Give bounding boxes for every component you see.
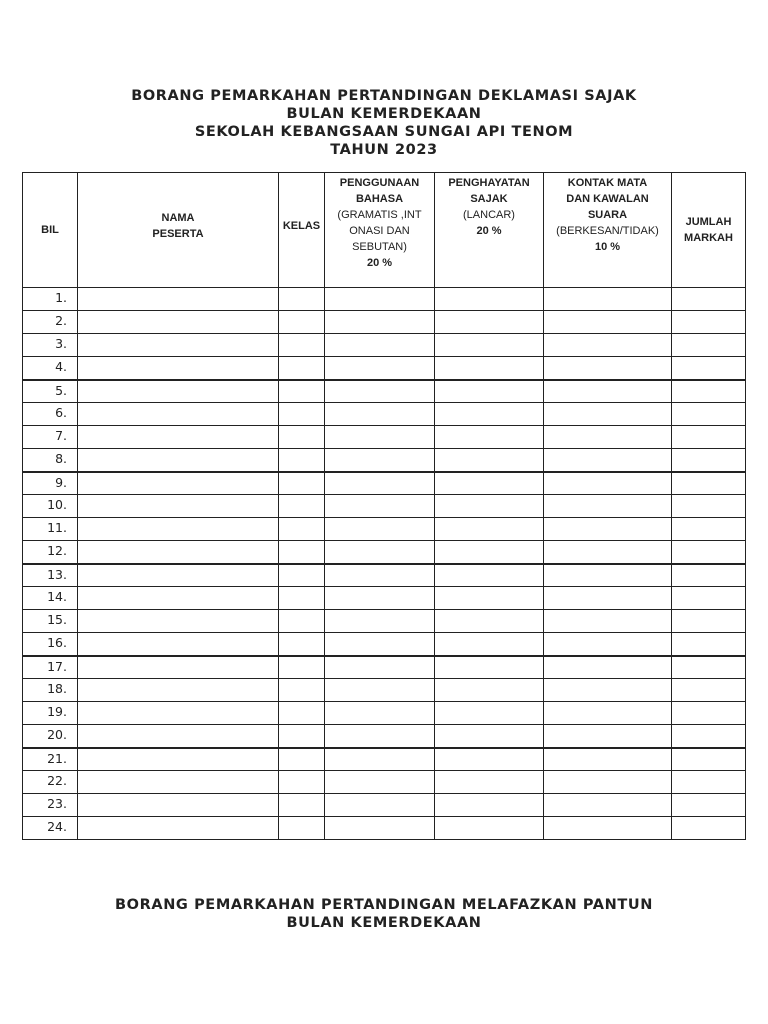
table-row: [23, 288, 746, 311]
header-bil: BIL: [23, 173, 78, 288]
table-header-row: [23, 173, 746, 288]
cell-kontak[interactable]: [544, 403, 672, 426]
cell-kontak[interactable]: [544, 380, 672, 403]
cell-sajak[interactable]: [435, 449, 544, 472]
cell-kelas[interactable]: [279, 702, 325, 725]
cell-sajak[interactable]: [435, 334, 544, 357]
row-number: 5.: [23, 380, 78, 403]
cell-nama[interactable]: [78, 380, 279, 403]
cell-jumlah[interactable]: [672, 403, 746, 426]
cell-kelas[interactable]: [279, 817, 325, 840]
cell-nama[interactable]: [78, 403, 279, 426]
cell-nama[interactable]: [78, 633, 279, 656]
cell-kontak[interactable]: [544, 702, 672, 725]
table-row: [23, 518, 746, 541]
scoring-table: [22, 172, 746, 840]
cell-kontak[interactable]: [544, 495, 672, 518]
table-row: [23, 633, 746, 656]
table-row: [23, 702, 746, 725]
cell-kelas[interactable]: [279, 472, 325, 495]
cell-kontak[interactable]: [544, 748, 672, 771]
cell-kelas[interactable]: [279, 794, 325, 817]
cell-sajak[interactable]: [435, 403, 544, 426]
cell-bahasa[interactable]: [325, 817, 435, 840]
cell-bahasa[interactable]: [325, 426, 435, 449]
row-number: 20.: [23, 725, 78, 748]
cell-nama[interactable]: [78, 702, 279, 725]
cell-nama[interactable]: [78, 449, 279, 472]
cell-bahasa[interactable]: [325, 587, 435, 610]
cell-jumlah[interactable]: [672, 679, 746, 702]
cell-kelas[interactable]: [279, 311, 325, 334]
cell-sajak[interactable]: [435, 472, 544, 495]
cell-bahasa[interactable]: [325, 748, 435, 771]
cell-kontak[interactable]: [544, 472, 672, 495]
form-title-deklamasi-sajak: [0, 87, 768, 159]
row-number: 1.: [23, 288, 78, 311]
cell-kontak[interactable]: [544, 541, 672, 564]
cell-jumlah[interactable]: [672, 288, 746, 311]
cell-nama[interactable]: [78, 518, 279, 541]
cell-bahasa[interactable]: [325, 610, 435, 633]
cell-kelas[interactable]: [279, 288, 325, 311]
table-row: [23, 357, 746, 380]
cell-jumlah[interactable]: [672, 702, 746, 725]
cell-jumlah[interactable]: [672, 518, 746, 541]
cell-jumlah[interactable]: [672, 426, 746, 449]
title-line: BULAN KEMERDEKAAN: [286, 106, 482, 122]
row-number: 4.: [23, 357, 78, 380]
row-number: 12.: [23, 541, 78, 564]
cell-sajak[interactable]: [435, 725, 544, 748]
cell-sajak[interactable]: [435, 748, 544, 771]
cell-jumlah[interactable]: [672, 380, 746, 403]
header-kontak-mata: KONTAK MATA DAN KAWALAN SUARA (BERKESAN/TIDAK) 10 %: [544, 173, 672, 288]
cell-kelas[interactable]: [279, 449, 325, 472]
cell-sajak[interactable]: [435, 495, 544, 518]
header-penghayatan-sajak: PENGHAYATAN SAJAK (LANCAR) 20 %: [435, 173, 544, 288]
title-line: BORANG PEMARKAHAN PERTANDINGAN DEKLAMASI SAJAK: [131, 88, 637, 104]
cell-bahasa[interactable]: [325, 702, 435, 725]
form-title-melafazkan-pantun: [0, 896, 768, 932]
table-row: [23, 334, 746, 357]
cell-kelas[interactable]: [279, 334, 325, 357]
cell-jumlah[interactable]: [672, 794, 746, 817]
cell-kontak[interactable]: [544, 288, 672, 311]
title-line: SEKOLAH KEBANGSAAN SUNGAI API TENOM: [194, 124, 574, 140]
cell-kontak[interactable]: [544, 311, 672, 334]
row-number: 10.: [23, 495, 78, 518]
cell-bahasa[interactable]: [325, 794, 435, 817]
cell-kelas[interactable]: [279, 748, 325, 771]
cell-nama[interactable]: [78, 564, 279, 587]
row-number: 17.: [23, 656, 78, 679]
title-line: BULAN KEMERDEKAAN: [286, 915, 482, 931]
cell-kontak[interactable]: [544, 817, 672, 840]
cell-bahasa[interactable]: [325, 334, 435, 357]
table-body: [23, 288, 746, 840]
cell-kelas[interactable]: [279, 357, 325, 380]
cell-sajak[interactable]: [435, 794, 544, 817]
cell-bahasa[interactable]: [325, 288, 435, 311]
row-number: 18.: [23, 679, 78, 702]
cell-kelas[interactable]: [279, 426, 325, 449]
cell-nama[interactable]: [78, 311, 279, 334]
cell-bahasa[interactable]: [325, 564, 435, 587]
table-row: [23, 794, 746, 817]
table-row: [23, 748, 746, 771]
cell-jumlah[interactable]: [672, 541, 746, 564]
row-number: 2.: [23, 311, 78, 334]
cell-jumlah[interactable]: [672, 817, 746, 840]
cell-kelas[interactable]: [279, 564, 325, 587]
table-row: [23, 817, 746, 840]
header-nama-peserta: NAMA PESERTA: [78, 173, 279, 288]
row-number: 3.: [23, 334, 78, 357]
cell-bahasa[interactable]: [325, 380, 435, 403]
cell-kelas[interactable]: [279, 633, 325, 656]
cell-jumlah[interactable]: [672, 334, 746, 357]
cell-nama[interactable]: [78, 610, 279, 633]
cell-nama[interactable]: [78, 288, 279, 311]
cell-kontak[interactable]: [544, 771, 672, 794]
table-row: [23, 541, 746, 564]
cell-bahasa[interactable]: [325, 679, 435, 702]
row-number: 13.: [23, 564, 78, 587]
table-row: [23, 472, 746, 495]
cell-bahasa[interactable]: [325, 449, 435, 472]
row-number: 21.: [23, 748, 78, 771]
cell-jumlah[interactable]: [672, 633, 746, 656]
cell-kontak[interactable]: [544, 357, 672, 380]
cell-jumlah[interactable]: [672, 587, 746, 610]
table-row: [23, 656, 746, 679]
table-row: [23, 679, 746, 702]
cell-nama[interactable]: [78, 334, 279, 357]
cell-kontak[interactable]: [544, 587, 672, 610]
cell-jumlah[interactable]: [672, 449, 746, 472]
cell-nama[interactable]: [78, 771, 279, 794]
cell-kontak[interactable]: [544, 564, 672, 587]
table-row: [23, 725, 746, 748]
row-number: 15.: [23, 610, 78, 633]
cell-nama[interactable]: [78, 656, 279, 679]
cell-jumlah[interactable]: [672, 495, 746, 518]
cell-jumlah[interactable]: [672, 357, 746, 380]
table-row: [23, 311, 746, 334]
cell-bahasa[interactable]: [325, 311, 435, 334]
cell-sajak[interactable]: [435, 311, 544, 334]
row-number: 7.: [23, 426, 78, 449]
cell-kontak[interactable]: [544, 426, 672, 449]
cell-kelas[interactable]: [279, 725, 325, 748]
cell-sajak[interactable]: [435, 587, 544, 610]
cell-kelas[interactable]: [279, 380, 325, 403]
cell-kontak[interactable]: [544, 334, 672, 357]
cell-jumlah[interactable]: [672, 725, 746, 748]
cell-kontak[interactable]: [544, 656, 672, 679]
cell-jumlah[interactable]: [672, 472, 746, 495]
table-row: [23, 587, 746, 610]
cell-sajak[interactable]: [435, 518, 544, 541]
table-row: [23, 495, 746, 518]
cell-bahasa[interactable]: [325, 541, 435, 564]
row-number: 22.: [23, 771, 78, 794]
row-number: 24.: [23, 817, 78, 840]
cell-sajak[interactable]: [435, 702, 544, 725]
cell-sajak[interactable]: [435, 426, 544, 449]
cell-jumlah[interactable]: [672, 771, 746, 794]
cell-nama[interactable]: [78, 495, 279, 518]
cell-sajak[interactable]: [435, 541, 544, 564]
cell-bahasa[interactable]: [325, 357, 435, 380]
cell-kelas[interactable]: [279, 403, 325, 426]
cell-sajak[interactable]: [435, 288, 544, 311]
row-number: 19.: [23, 702, 78, 725]
title-line: BORANG PEMARKAHAN PERTANDINGAN MELAFAZKAN PANTUN: [115, 897, 653, 913]
table-row: [23, 449, 746, 472]
cell-kelas[interactable]: [279, 495, 325, 518]
cell-sajak[interactable]: [435, 633, 544, 656]
cell-bahasa[interactable]: [325, 725, 435, 748]
cell-nama[interactable]: [78, 725, 279, 748]
table-row: [23, 610, 746, 633]
cell-sajak[interactable]: [435, 656, 544, 679]
cell-sajak[interactable]: [435, 679, 544, 702]
table-row: [23, 380, 746, 403]
cell-bahasa[interactable]: [325, 656, 435, 679]
row-number: 6.: [23, 403, 78, 426]
cell-kelas[interactable]: [279, 771, 325, 794]
cell-jumlah[interactable]: [672, 748, 746, 771]
cell-kelas[interactable]: [279, 541, 325, 564]
cell-kontak[interactable]: [544, 679, 672, 702]
row-number: 23.: [23, 794, 78, 817]
table-row: [23, 403, 746, 426]
row-number: 11.: [23, 518, 78, 541]
cell-sajak[interactable]: [435, 357, 544, 380]
cell-sajak[interactable]: [435, 817, 544, 840]
table-row: [23, 771, 746, 794]
cell-jumlah[interactable]: [672, 656, 746, 679]
cell-nama[interactable]: [78, 541, 279, 564]
header-kelas: KELAS: [279, 173, 325, 288]
cell-jumlah[interactable]: [672, 564, 746, 587]
cell-kelas[interactable]: [279, 587, 325, 610]
cell-kelas[interactable]: [279, 679, 325, 702]
cell-nama[interactable]: [78, 426, 279, 449]
cell-bahasa[interactable]: [325, 771, 435, 794]
cell-bahasa[interactable]: [325, 472, 435, 495]
cell-sajak[interactable]: [435, 564, 544, 587]
cell-sajak[interactable]: [435, 610, 544, 633]
cell-nama[interactable]: [78, 679, 279, 702]
cell-kontak[interactable]: [544, 518, 672, 541]
row-number: 8.: [23, 449, 78, 472]
cell-kontak[interactable]: [544, 610, 672, 633]
cell-bahasa[interactable]: [325, 403, 435, 426]
cell-jumlah[interactable]: [672, 311, 746, 334]
cell-kontak[interactable]: [544, 633, 672, 656]
cell-kelas[interactable]: [279, 656, 325, 679]
header-penggunaan-bahasa: PENGGUNAAN BAHASA (GRAMATIS ,INT ONASI DAN SEBUTAN) 20 %: [325, 173, 435, 288]
cell-kelas[interactable]: [279, 518, 325, 541]
cell-nama[interactable]: [78, 748, 279, 771]
cell-kontak[interactable]: [544, 794, 672, 817]
cell-nama[interactable]: [78, 472, 279, 495]
cell-bahasa[interactable]: [325, 633, 435, 656]
header-jumlah-markah: JUMLAH MARKAH: [672, 173, 746, 288]
cell-kelas[interactable]: [279, 610, 325, 633]
cell-nama[interactable]: [78, 794, 279, 817]
cell-kontak[interactable]: [544, 449, 672, 472]
table-row: [23, 564, 746, 587]
cell-sajak[interactable]: [435, 380, 544, 403]
row-number: 14.: [23, 587, 78, 610]
row-number: 16.: [23, 633, 78, 656]
row-number: 9.: [23, 472, 78, 495]
cell-sajak[interactable]: [435, 771, 544, 794]
cell-kontak[interactable]: [544, 725, 672, 748]
cell-nama[interactable]: [78, 357, 279, 380]
cell-nama[interactable]: [78, 587, 279, 610]
cell-bahasa[interactable]: [325, 518, 435, 541]
cell-nama[interactable]: [78, 817, 279, 840]
cell-jumlah[interactable]: [672, 610, 746, 633]
table-row: [23, 426, 746, 449]
title-line: TAHUN 2023: [330, 142, 438, 158]
cell-bahasa[interactable]: [325, 495, 435, 518]
